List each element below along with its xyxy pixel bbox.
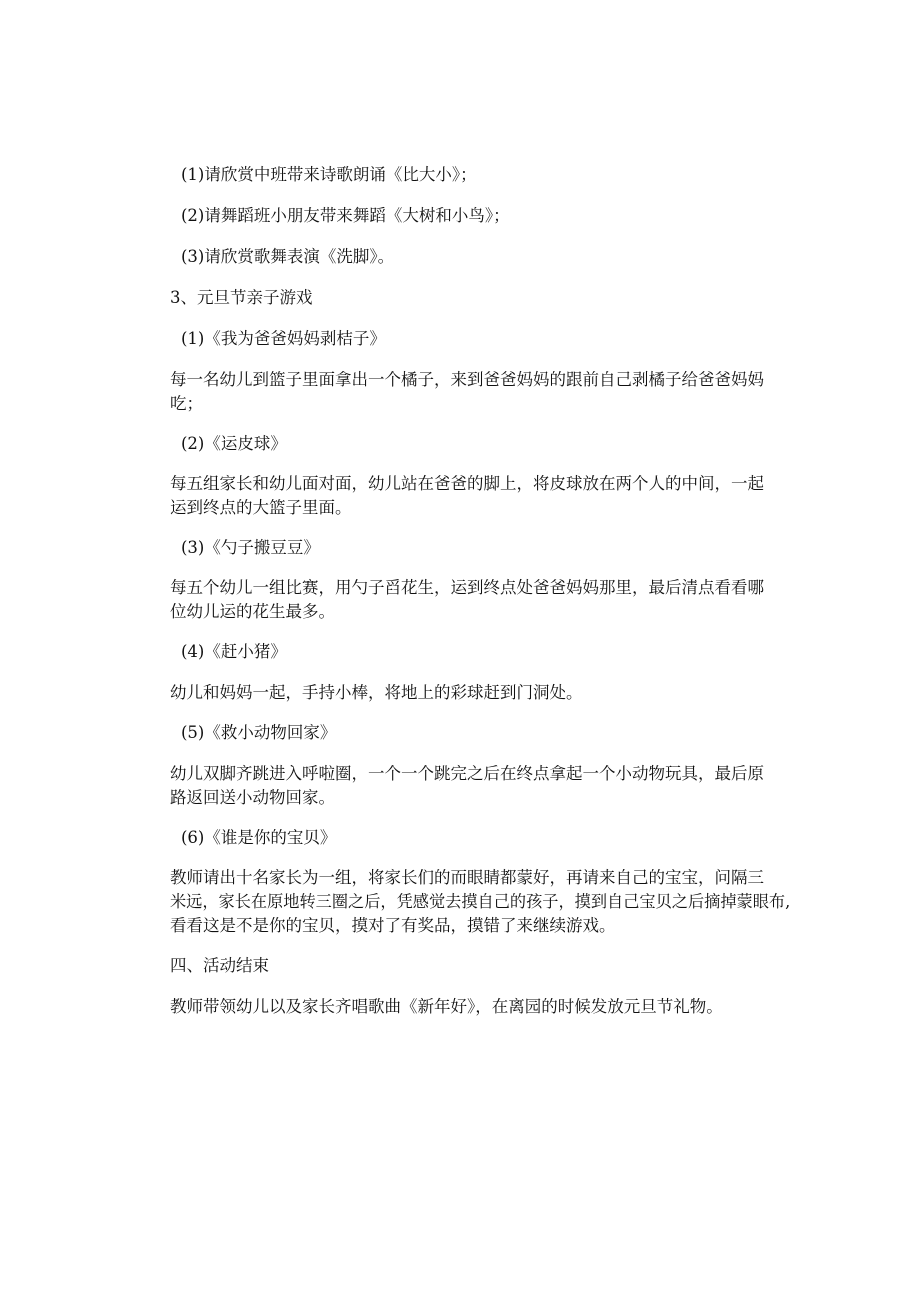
program-item-1: (1)请欣赏中班带来诗歌朗诵《比大小》；	[181, 165, 477, 184]
game-desc-6-line-2: 米远，家长在原地转三圈之后，凭感觉去摸自己的孩子，摸到自己宝贝之后摘掉蒙眼布,	[170, 892, 791, 911]
game-title-4: (4)《赶小猪》	[181, 642, 287, 661]
game-desc-6-line-1: 教师请出十名家长为一组，将家长们的而眼睛都蒙好，再请来自己的宝宝，问隔三	[170, 868, 764, 887]
game-title-3: (3)《勺子搬豆豆》	[181, 538, 320, 557]
program-item-3: (3)请欣赏歌舞表演《洗脚》。	[181, 247, 395, 266]
game-desc-5-line-2: 路返回送小动物回家。	[170, 788, 335, 807]
game-title-5: (5)《救小动物回家》	[181, 723, 337, 742]
section-heading-3: 3、元旦节亲子游戏	[170, 288, 313, 307]
program-item-2: (2)请舞蹈班小朋友带来舞蹈《大树和小鸟》；	[181, 206, 510, 225]
section-heading-4: 四、活动结束	[170, 956, 269, 975]
game-desc-3-line-2: 位幼儿运的花生最多。	[170, 602, 335, 621]
game-desc-3-line-1: 每五个幼儿一组比赛，用勺子舀花生，运到终点处爸爸妈妈那里，最后清点看看哪	[170, 578, 764, 597]
game-desc-5-line-1: 幼儿双脚齐跳进入呼啦圈，一个一个跳完之后在终点拿起一个小动物玩具，最后原	[170, 764, 764, 783]
game-title-1: (1)《我为爸爸妈妈剥桔子》	[181, 329, 386, 348]
game-desc-6-line-3: 看看这是不是你的宝贝，摸对了有奖品，摸错了来继续游戏。	[170, 916, 616, 935]
game-title-6: (6)《谁是你的宝贝》	[181, 828, 337, 847]
game-desc-1-line-1: 每一名幼儿到篮子里面拿出一个橘子，来到爸爸妈妈的跟前自己剥橘子给爸爸妈妈	[170, 370, 764, 389]
game-desc-4: 幼儿和妈妈一起，手持小棒，将地上的彩球赶到门洞处。	[170, 683, 583, 702]
ending-text: 教师带领幼儿以及家长齐唱歌曲《新年好》，在离园的时候发放元旦节礼物。	[170, 997, 723, 1016]
game-title-2: (2)《运皮球》	[181, 434, 287, 453]
game-desc-1-line-2: 吃；	[170, 394, 203, 413]
game-desc-2-line-2: 运到终点的大篮子里面。	[170, 498, 352, 517]
game-desc-2-line-1: 每五组家长和幼儿面对面，幼儿站在爸爸的脚上，将皮球放在两个人的中间，一起	[170, 474, 764, 493]
